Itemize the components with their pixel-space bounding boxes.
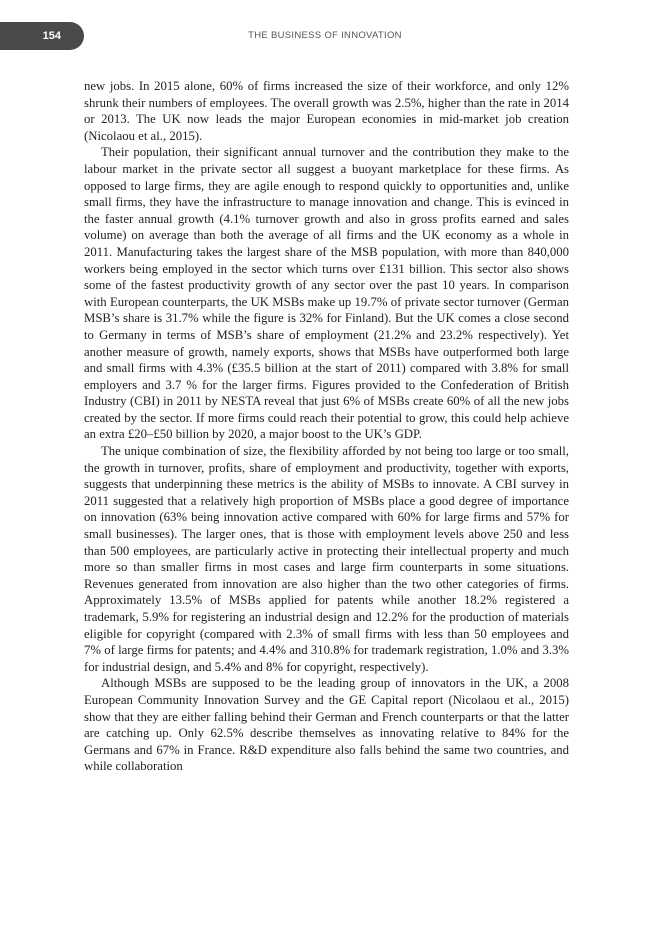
paragraph-3: The unique combination of size, the flexibility afforded by not being too large or too small, the growth in turnover, profits, share of employment and productivity, together with exports, suggests that underpinning these metrics is the ability of MSBs to innovate. A CBI survey in 2011 suggested that a relatively high proportion of MSBs place a good degree of importance on innovation (63% being innovation active compared with 60% for large firms and 57% for small businesses). The larger ones, that is those with employment levels above 250 and less than 500 employees, are particularly active in protecting their intellectual property and much more so than smaller firms in most cases and large firm counterparts in some situations. Revenues generated from innovation are also higher than the two other categories of firms. Approximately 13.5% of MSBs applied for patents while another 18.2% registered a trademark, 5.9% for registering an industrial design and 12.2% for the production of materials eligible for copyright (compared with 2.3% of small firms with less than 50 employees and 7% of large firms for patents; and 4.4% and 310.8% for trademark registration, 1.0% and 3.3% for industrial design, and 5.4% and 8% for copyright, respectively). xyxy=(84,444,569,674)
paragraph-1: new jobs. In 2015 alone, 60% of firms increased the size of their workforce, and only 12% shrunk their numbers of employees. The overall growth was 2.5%, higher than the rate in 2014 or 2013. The UK now leads the major European economies in mid-market job creation (Nicolaou et al., 2015). xyxy=(84,79,569,143)
page-number: 154 xyxy=(0,22,84,50)
paragraph-4: Although MSBs are supposed to be the leading group of innovators in the UK, a 2008 European Community Innovation Survey and the GE Capital report (Nicolaou et al., 2015) show that they are either falling behind their German and French counterparts or that the latter are catching up. Only 62.5% describe themselves as innovating relative to 84% for the Germans and 67% in France. R&D expenditure also falls behind the same two countries, and while collaboration xyxy=(84,676,569,774)
paragraph-2: Their population, their significant annual turnover and the contribution they make to the labour market in the private sector all suggest a buoyant marketplace for these firms. As opposed to large firms, they are agile enough to respond quickly to opportunities and, unlike small firms, they have the infrastructure to manage innovation and change. This is evinced in the faster annual growth (4.1% turnover growth and also in gross profits earned and sales volume) on average than both the average of all firms and the UK economy as a whole in 2011. Manufacturing takes the largest share of the MSB population, with more than 840,000 workers being employed in the sector which turns over £131 billion. This sector also shows some of the fastest productivity growth of any sector over the past 10 years. In comparison with European counterparts, the UK MSBs make up 19.7% of private sector turnover (German MSB’s share is 31.7% while the figure is 32% for Finland). But the UK comes a close second to Germany in terms of MSB’s share of employment (21.2% and 23.2% respectively). Yet another measure of growth, namely exports, shows that MSBs have outperformed both large and small firms with 4.3% (£35.5 billion at the start of 2011) compared with 3.8% for small employers and 3.7 % for the larger firms. Figures provided to the Confederation of British Industry (CBI) in 2011 by NESTA reveal that just 6% of MSBs create 60% of all the new jobs created by the sector. If more firms could reach their potential to grow, this could help achieve an extra £20–£50 billion by 2020, a major boost to the UK’s GDP. xyxy=(84,145,569,442)
running-head: THE BUSINESS OF INNOVATION xyxy=(248,30,402,41)
body-text xyxy=(84,78,569,775)
